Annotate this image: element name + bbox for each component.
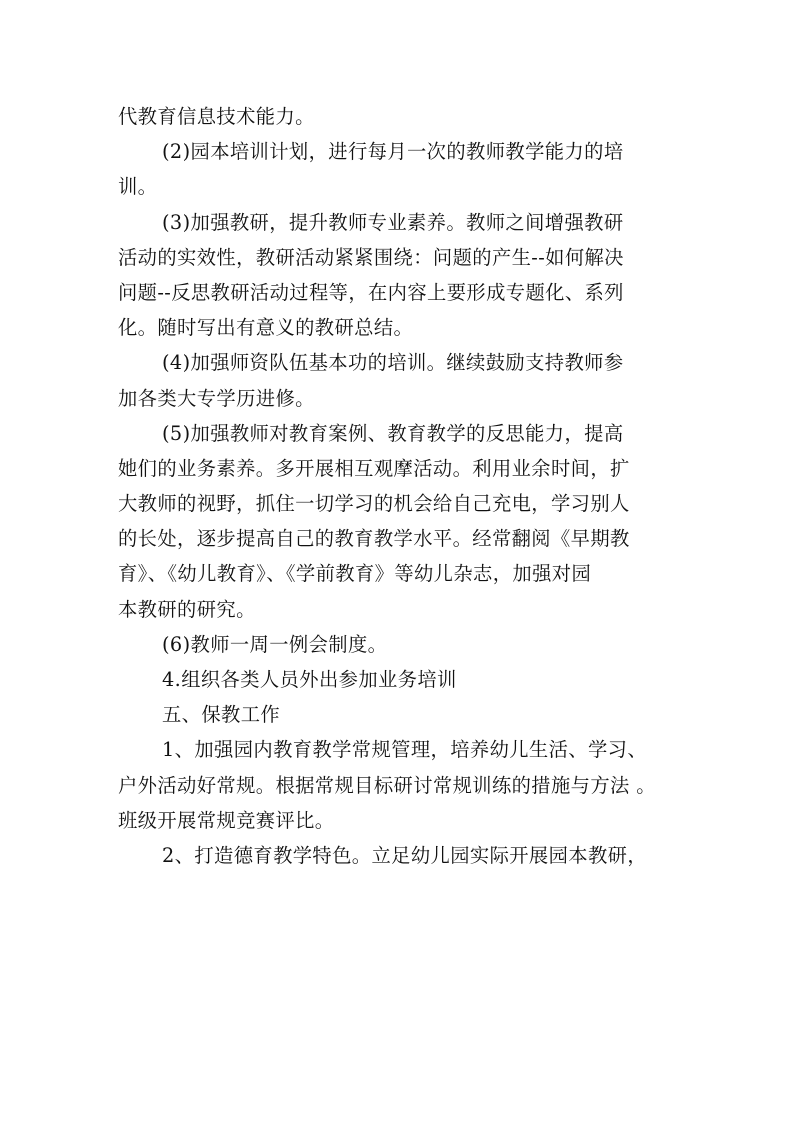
text-line: 育》、《幼儿教育》、《学前教育》等幼儿杂志，加强对园	[118, 562, 592, 586]
section-heading: 五、保教工作	[162, 703, 281, 727]
text-line: 班级开展常规竞赛评比。	[118, 808, 335, 832]
text-line: 代教育信息技术能力。	[118, 105, 315, 128]
text-line: 训。	[118, 175, 158, 199]
text-line: 加各类大专学历进修。	[118, 386, 315, 410]
text-line: 问题--反思教研活动过程等，在内容上要形成专题化、系列	[118, 280, 624, 304]
paragraph-line: 1、加强园内教育教学常规管理，培养幼儿生活、学习、	[162, 738, 648, 762]
text-line: 户外活动好常规。根据常规目标研讨常规训练的措施与方法 。	[118, 773, 656, 797]
text-line: 本教研的研究。	[118, 597, 256, 621]
text-line: 大教师的视野，抓住一切学习的机会给自己充电，学习别人	[118, 492, 630, 516]
paragraph-line: (6)教师一周一例会制度。	[162, 632, 388, 656]
document-body	[118, 99, 678, 873]
paragraph-line: (3)加强教研，提升教师专业素养。教师之间增强教研	[162, 210, 624, 234]
text-line: 化。随时写出有意义的教研总结。	[118, 316, 414, 340]
paragraph-line: (4)加强师资队伍基本功的培训。继续鼓励支持教师参	[162, 351, 624, 375]
text-line: 她们的业务素养。多开展相互观摩活动。利用业余时间，扩	[118, 456, 630, 480]
section-heading: 4.组织各类人员外出参加业务培训	[162, 668, 457, 691]
paragraph-line: (5)加强教师对教育案例、教育教学的反思能力，提高	[162, 421, 624, 445]
text-line: 活动的实效性，教研活动紧紧围绕：问题的产生--如何解决	[118, 245, 624, 269]
text-line: 的长处，逐步提高自己的教育教学水平。经常翻阅《早期教	[118, 527, 630, 551]
paragraph-line: (2)园本培训计划，进行每月一次的教师教学能力的培	[162, 140, 624, 164]
paragraph-line: 2、打造德育教学特色。立足幼儿园实际开展园本教研，	[162, 843, 648, 867]
